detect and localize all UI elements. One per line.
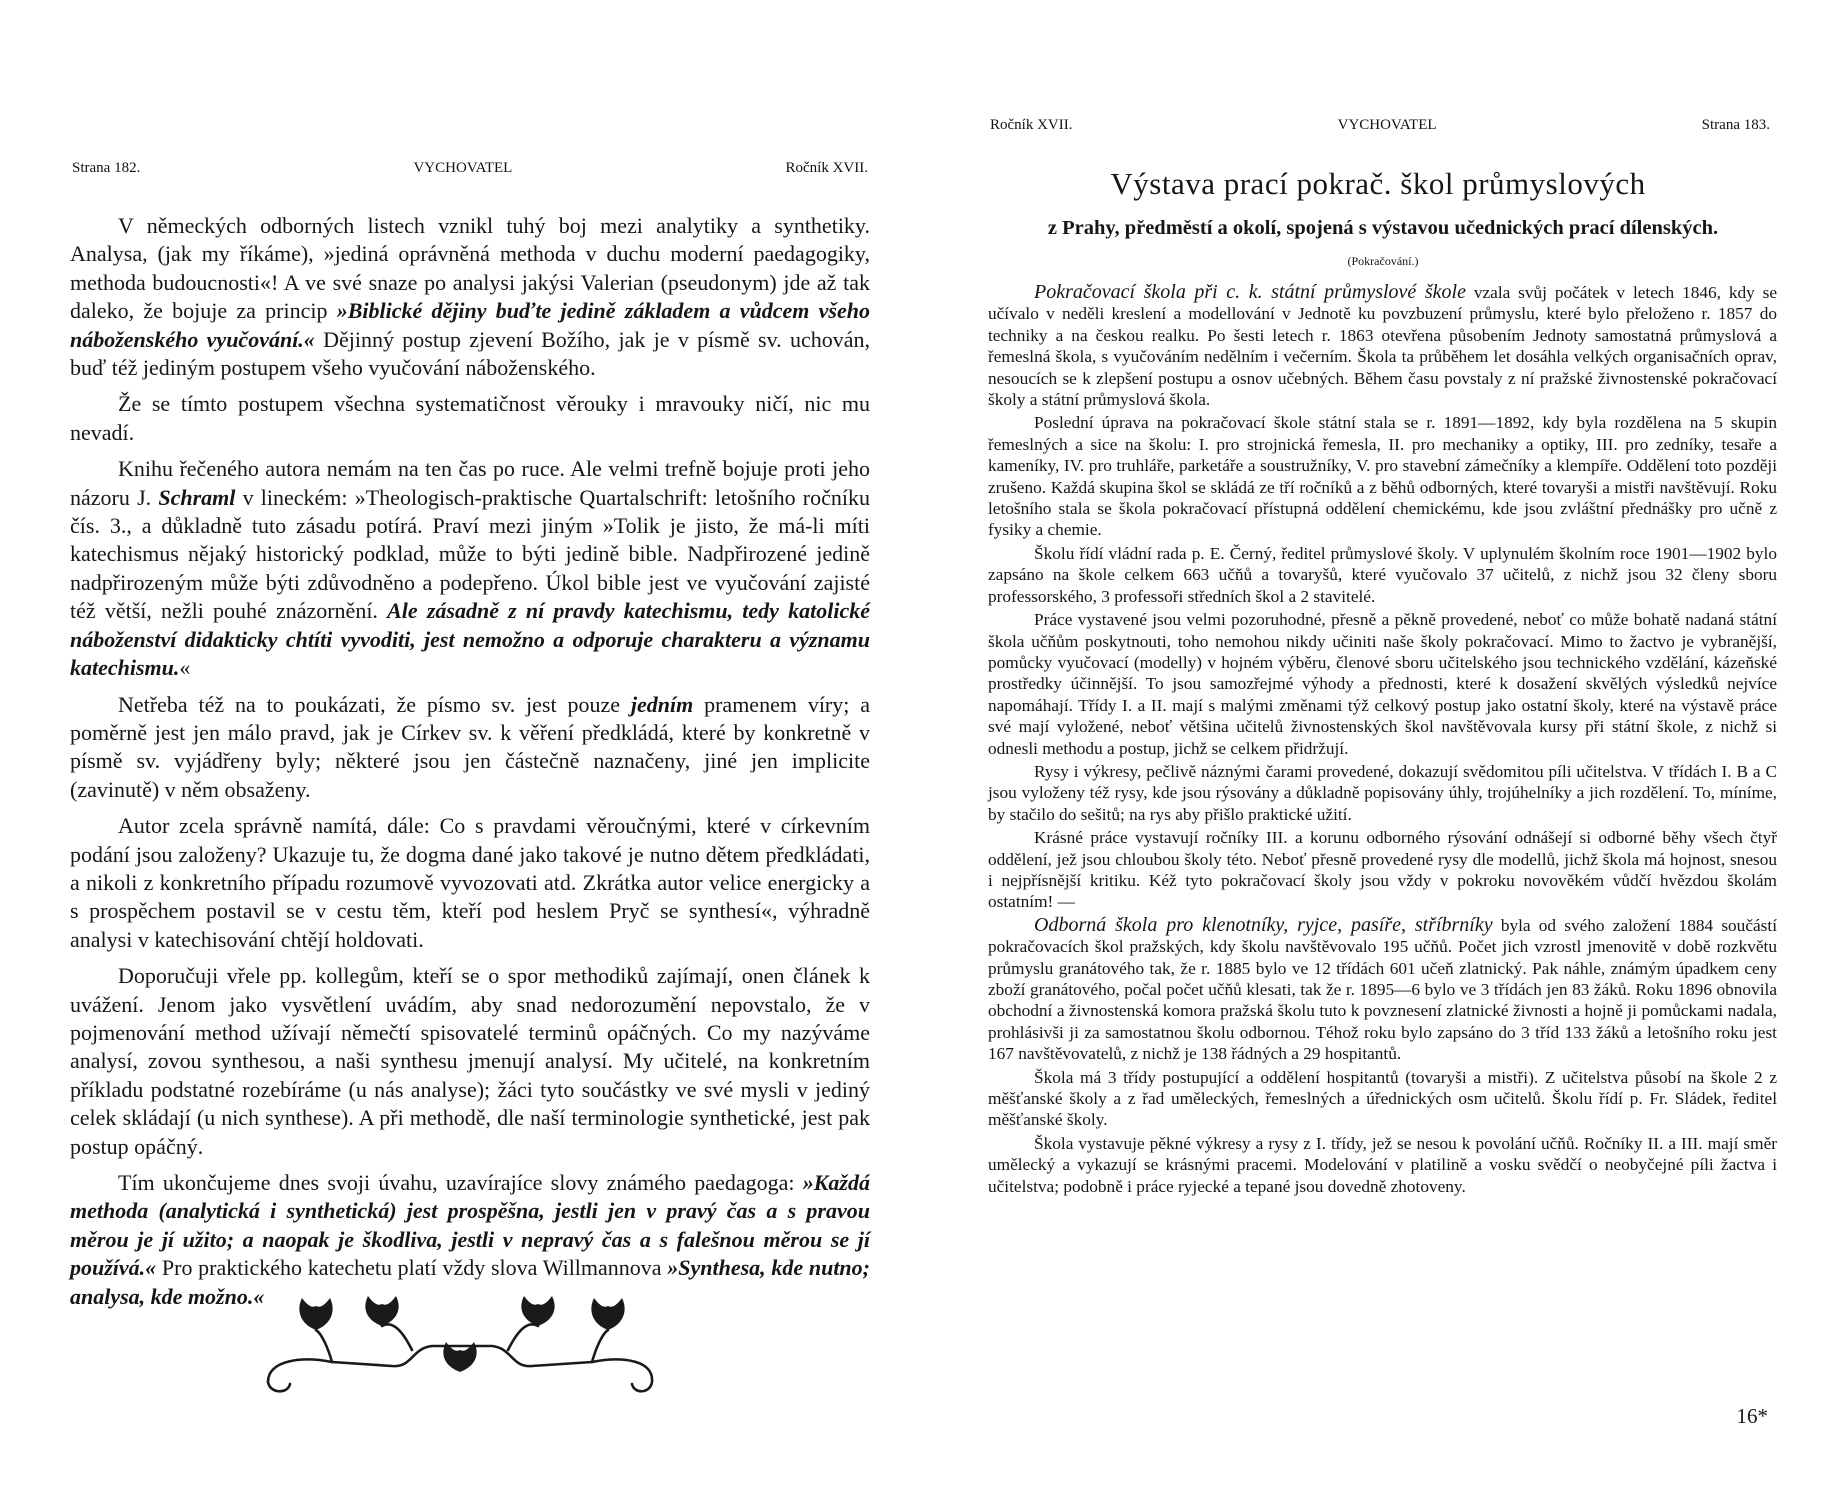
paragraph-text: Poslední úprava na pokračovací škole státní stala se r. 1891—1892, kdy byla rozdělena na 5 skupin řemeslných a sice na školu: I. pro strojnická řemesla, II. pro mechaniky a optiky, III. pro zedníky, tesaře a kameníky, IV. pro truhláře, parketáře a soustružníky, V. pro stavební zámečníky a klempíře. Oddělení toto později zrušeno. Každá skupina škol se skládá ze tří ročníků a z běhů odborných, které tovaryši a mistři navštěvují. Roku letošního stala se škola pokračovací přístupná oddělení chemickému, kde jsou zvláštní přednášky pro učně z fysiky a chemie. (988, 413, 1777, 540)
paragraph-text: Rysy i výkresy, pečlivě náznými čarami provedené, dokazují svědomitou píli učitelstva. V třídách I. B a C jsou vyloženy též rysy, kde jsou rýsovány a důkladně popisovány úhly, trojúhelníky a jich rozdělení. To, míníme, by stačilo do sešitů; na rys aby přišlo praktické užití. (988, 761, 1777, 824)
paragraph (988, 412, 1777, 540)
left-page-number: Strana 182. (72, 160, 141, 176)
paragraph (988, 1133, 1777, 1197)
left-journal-title: VYCHOVATEL (413, 160, 513, 176)
paragraph-text: Že se tímto postupem všechna systematičnost věrouky i mravouky ničí, nic mu nevadí. (70, 391, 870, 445)
signature-mark: 16* (1736, 1404, 1768, 1428)
paragraph (70, 390, 870, 447)
paragraph (988, 282, 1777, 410)
emphasized-text: Ale zásadně z ní pravdy katechismu, tedy katolické náboženství didakticky chtíti vyvoditi, jest nemožno a odporuje charakteru a významu katechismu. (70, 598, 870, 681)
continuation-note: (Pokračování.) (1347, 254, 1419, 268)
paragraph (70, 812, 870, 954)
paragraph-text: Doporučuji vřele pp. kollegům, kteří se o spor methodiků zajímají, onen článek k uvážení. Jenom jako vysvětlení uvádím, aby snad nedorozumění nepovstalo, že v pojmenování method užívají němečtí spisovatelé terminů opáčných. Co my nazýváme analysí, zovou synthesou, a naši synthesu jmenují analysí. My učitelé, na konkretním příkladu podstatné rozebíráme (u nás analyse); žáci tyto součástky ve své mysli v jediný celek skládají (u nich synthese). A při methodě, dle naší terminologie synthetické, jest pak postup opáčný. (70, 963, 870, 1159)
paragraph-text: Škola má 3 třídy postupující a oddělení hospitantů (tovaryši a mistři). Z učitelstva působí na škole 2 z měšťanské školy a z řad uměleckých, řemeslných a úřednických osm učitelů. Školu řídí p. Fr. Sládek, ředitel měšťanské školy. (988, 1067, 1777, 1130)
paragraph-text: Krásné práce vystavují ročníky III. a korunu odborného rýsování odnášejí si odborné běhy všech čtyř oddělení, jež jsou chloubou školy této. Neboť přesně provedené rysy dle modellů, jichž škola má hojnost, snesou i nejpřísnější kritiku. Kéž tyto pokračovací školy jsou vždy v pokroku novověkém vůdčí hvězdou školám ostatním! — (988, 828, 1777, 912)
paragraph-text: Autor zcela správně namítá, dále: Co s pravdami věroučnými, které v církevním podání jsou založeny? Ukazuje tu, že dogma dané jako takové je nutno dětem předkládati, a nikoli z konkretního případu rozumově vyvozovati atd. Zkrátka autor velice energicky a s prospěchem postavil se v cestu těm, kteří pod heslem Pryč se synthesí«, výhradně analysi v katechisování chtějí holdovati. (70, 813, 870, 952)
emphasized-text: Pokračovací škola při c. k. státní průmyslové škole (1034, 281, 1466, 303)
emphasized-text: »Biblické dějiny buďte jedině základem a vůdcem všeho náboženského vyučování.« (70, 298, 870, 352)
emphasized-text: Odborná škola pro klenotníky, ryjce, pasíře, stříbrníky (1034, 913, 1493, 936)
emphasized-text: jedním (630, 691, 694, 717)
paragraph-text: Školu řídí vládní rada p. E. Černý, ředitel průmyslové školy. V uplynulém školním roce 1901—1902 bylo zapsáno na škole celkem 663 učňů a tovaryšů, které vyučovalo 37 učitelů, z nichž jsou 32 členy sboru professorského, 3 professoři středních škol a 2 stavitelé. (988, 543, 1777, 606)
paragraph (988, 609, 1777, 759)
right-volume: Ročník XVII. (990, 117, 1073, 133)
right-page (918, 0, 1836, 1500)
paragraph (988, 1067, 1777, 1131)
paragraph-text: byla od svého založení 1884 součástí pokračovacích škol pražských, kdy školu navštěvovalo 195 učňů. Počet jich vzrostl jmenovitě v době rozkvětu průmyslu granátového tak, že r. 1885 bylo ve 12 třídách 601 učeň zlatnický. Pak náhle, známým úpadkem ceny zboží granátového, počal počet učňů klesati, tak že r. 1895—6 bylo ve 3 třídách jen 83 žáků. Roku 1896 obnovila obchodní a živnostenská komora pražská školu tuto k povznesení zlatnické živnosti a hojně ji pomůckami nadala, prohlásivši ji za samostatnou školu odbornou. Téhož roku bylo zapsáno do 3 tříd 133 žáků a letošního roku jest 167 navštěvovatelů, z nichž je 138 řádných a 29 hospitantů. (988, 915, 1777, 1064)
floral-ornament (262, 1290, 658, 1400)
paragraph-text: Tím ukončujeme dnes svoji úvahu, uzavírajíce slovy známého paedagoga: (118, 1170, 803, 1195)
article-subtitle: z Prahy, předměstí a okolí, spojená s výstavou učednických prací dílenských. (1047, 217, 1719, 239)
paragraph (988, 543, 1777, 607)
paragraph-text: Práce vystavené jsou velmi pozoruhodné, přesně a pěkně provedené, neboť co může bohatě nadaná státní škola učňům poskytnouti, toho nemohou nikdy učiniti naše školy pokračovací. Mimo to žactvo je vybranější, pomůcky vyučovací (modelly) v hojném výběru, členové sboru učitelského jsou technického vzdělání, kázeňské prostředky účinnější. To jsou samozřejmé výhody a přednosti, které k dosažení skvělých výsledků nejvíce napomáhají. Třídy I. a II. mají s malými změnami týž celkový postup jako ostatní školy, které na výstavě práce své mají vyložené, neboť většina učitelů živnostenských škol navštěvovala kursy při státní škole, z nichž si odnesli methodu a postup, jichž se celkem přidržují. (988, 610, 1777, 758)
paragraph-text: v lineckém: »Theologisch-praktische Quartalschrift: letošního ročníku čís. 3., a důkladně tuto zásadu potírá. Praví mezi jiným »Tolik je jisto, že má-li míti katechismus nějaký historický podklad, může to býti jedině bible. Nadpřirozené jedině nadpřirozeným může býti zdůvodněno a podepřeno. Úkol bible jest ve vyučování zajisté též větší, nežli pouhé znázornění. (70, 484, 870, 624)
emphasized-text: »Každá methoda (analytická i synthetická) jest prospěšna, jestli jen v pravý čas a s pravou měrou je jí užito; a naopak je škodliva, jestli v nepravý čas a s falešnou měrou se jí používá.« (70, 1170, 870, 1281)
paragraph (988, 915, 1777, 1065)
left-article-body (70, 212, 870, 1319)
paragraph-text: V německých odborných listech vznikl tuhý boj mezi analytiky a synthetiky. Analysa, (jak my říkáme), »jediná oprávněná methoda v duchu moderní paedagogiky, methoda budoucnosti«! A ve své snaze po analysi jakýsi Valerian (pseudonym) jde až tak daleko, že bojuje za princip (70, 213, 870, 324)
right-page-header (990, 117, 1770, 134)
emphasized-text: »Synthesa, kde nutno; analysa, kde možno.« (70, 1255, 870, 1309)
paragraph (70, 455, 870, 682)
right-page-number: Strana 183. (1701, 117, 1770, 133)
right-journal-title: VYCHOVATEL (1337, 117, 1437, 133)
paragraph-text: Škola vystavuje pěkné výkresy a rysy z I. třídy, jež se nesou k povolání učňů. Ročníky II. a III. mají směr umělecký a vykazují se krásnými pracemi. Modelování v platilině a vosku svědčí o neobyčejné píli žactva i učitelstva; podobně i práce ryjecké a tepané jsou dovedně zhotoveny. (988, 1133, 1777, 1196)
paragraph-text: vzala svůj počátek v letech 1846, kdy se učívalo v neděli kreslení a modellování v Jednotě ku povzbuzení průmyslu, které bylo přeloženo r. 1857 do techniky a na českou realku. Po šesti letech r. 1863 otevřena působením Jednoty samostatná průmyslová a řemeslná škola, s vyučováním nedělním i večerním. Škola ta průběhem let dosáhla velkých organisačních oprav, nesoucích se k zlepšení postupu a osnov učebných. Během času povstaly z ní pražské živnostenské pokračovací školy a státní průmyslová škola. (988, 283, 1778, 410)
paragraph-text: Netřeba též na to poukázati, že písmo sv. jest pouze (118, 691, 631, 717)
left-volume: Ročník XVII. (785, 160, 868, 176)
paragraph (70, 212, 870, 382)
left-page-header (72, 160, 868, 177)
paragraph-text: Pro praktického katechetu platí vždy slova Willmannova (156, 1255, 668, 1281)
paragraph-text: pramenem víry; a poměrně jest jen málo pravd, jak je Církev sv. k věření předkládá, které by konkretně v písmě sv. vyjádřeny byly; některé jsou jen částečně naznačeny, jiné jen implicite (zavinutě) v něm obsaženy. (70, 691, 871, 802)
paragraph (70, 962, 870, 1161)
paragraph (988, 761, 1777, 825)
article-title: Výstava prací pokrač. škol průmyslových (1110, 166, 1646, 201)
paragraph (988, 827, 1777, 913)
paragraph-text: « (179, 655, 191, 681)
paragraph (70, 691, 870, 805)
right-article-body (988, 282, 1777, 1199)
paragraph-text: Dějinný postup zjevení Božího, jak je v písmě sv. uchován, buď též jediným postupem všeho vyučování náboženského. (70, 326, 870, 381)
paragraph-text: Knihu řečeného autora nemám na ten čas po ruce. Ale velmi trefně bojuje proti jeho názoru J. (70, 456, 870, 510)
emphasized-text: Schraml (158, 484, 236, 510)
